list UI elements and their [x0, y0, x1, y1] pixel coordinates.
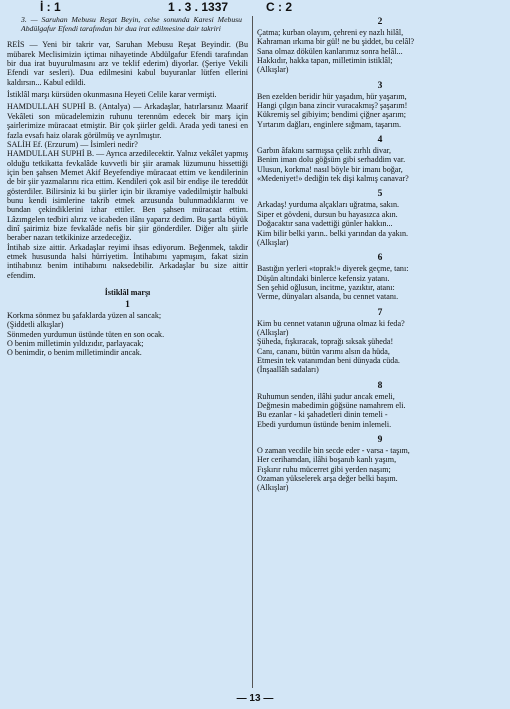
- stanza-1: [7, 311, 248, 358]
- page-number: — 13 —: [236, 693, 274, 704]
- stanza-2: [257, 28, 503, 75]
- verse-line: Siper et gövdeni, dursun bu hayasızca akın.: [257, 209, 398, 219]
- verse-line: Kim bilir belki yarın.. belki yarından da yakın.: [257, 228, 409, 238]
- paragraph-hamdullah-2: HAMDULLAH SUPHİ B. — Ayrıca arzedilecektir. Yalnız vekâlet yapmış olduğu tetkikatta fevkalâde kuvvetli bir şiir aramak lüzumunu hissettiği için ben şahsen Memet Akif Beyefendiye müracaat ettim ve kendilerinin de bir şiir yazmalarını rica ettim. Kendileri çok asil bir endişe ile tereddüt gösterdiler. Bilirsiniz ki bu şiirler için bir ikramiye vadedilmiştir halbuki bunu kendi isimlerine takrib etmek arzusunda bulunmadıklarını ve bundan çekindiklerini izhar ettiler. Ben şahsen müracaat ettim. Lâzımgelen tedbiri alırız ve icabeden ilânı yaparız dedim. Bu şartla büyük dinî şairimiz bize fevkalâde nefis bir şiir gönderdiler. Diğer altı şiirle beraber nazarı tetkikinize arzedeceğiz.: [7, 149, 248, 243]
- verse-line: Ruhumun senden, ilâhi şudur ancak emeli,: [257, 391, 395, 401]
- verse-line: Hangi çılgın bana zincir vuracakmış? şaşarım!: [257, 101, 408, 111]
- verse-line: Sönmeden yurdumun üstünde tüten en son ocak.: [7, 329, 165, 339]
- verse-line: Ozaman yükselerek arşa değer belki başım.: [257, 474, 398, 484]
- paragraph-intihab: İntihab size aittir. Arkadaşlar reyimi ihsas ediyorum. Beğenmek, takdir etmek hususunda halsi hürriyetim. İntihabımı yapmışım, fakat sizin intihabınız benim intihabımı naksedebilir. Arkadaşlar bu size aittir efendim.: [7, 242, 248, 280]
- verse-line: Verme, dünyaları alsanda, bu cennet vatanı.: [257, 292, 399, 302]
- paragraph-reis: REİS — Yeni bir takrir var, Saruhan Mebusu Reşat Beyindir. (Bu mübarek Meclisimizin içtimaı nihayetinde Abdülgafur Efendi tarafından bir dua irat buyurulmasını arz ve teklif ederim) diyorlar. (Şeriye Vekili Efendi var sesleri). Dua edilmesini kabul buyuranlar lütfen ellerini kaldırsın... Kabul edildi.: [7, 40, 248, 87]
- stanza-7: [257, 319, 503, 375]
- verse-line: Arkadaş! yurduma alçakları uğratma, sakın.: [257, 200, 400, 210]
- verse-line: Bu ezanlar - ki şahadetleri dinin temeli -: [257, 410, 388, 420]
- page-header: [0, 0, 510, 14]
- verse-line: Benim iman dolu göğsüm gibi serhaddim var.: [257, 155, 406, 165]
- applause-note: (Alkışlar): [257, 483, 289, 493]
- verse-line: Hakkıdır, hakka tapan, milletimin istiklâl;: [257, 56, 393, 66]
- verse-line: Ulusun, korkma! nasıl böyle bir imanı boğar,: [257, 164, 403, 174]
- verse-line: O zaman vecdile bin secde eder - varsa - taşım,: [257, 446, 410, 455]
- stanza-4: [257, 146, 503, 183]
- stanza-3: [257, 92, 503, 129]
- stanza-number: 1: [125, 300, 130, 310]
- verse-line: Çatma; kurban olayım, çehreni ey nazlı hilâl,: [257, 28, 404, 37]
- verse-line: O benim milletimin yıldızıdır, parlayacak;: [7, 339, 144, 349]
- verse-line: Kahraman ırkıma bir gül! ne bu şiddet, bu celâl?: [257, 37, 415, 47]
- verse-line: Bastığın yerleri «toprak!» diyerek geçme, tanı:: [257, 264, 409, 274]
- verse-line: Sen şehid oğlusun, incitme, yazıktır, atanı:: [257, 282, 395, 292]
- stanza-9: [257, 446, 503, 493]
- verse-line: Korkma sönmez bu şafaklarda yüzen al sancak;: [7, 311, 162, 320]
- stanza-number: 6: [377, 253, 383, 264]
- verse-line: Doğacaktır sana vadettiği günler hakkın...: [257, 219, 393, 229]
- stanza-number: 5: [377, 189, 383, 200]
- paragraph-salih: SALİH Ef. (Erzurum) — İsimleri nedir?: [7, 139, 138, 149]
- agenda-item-heading: 3. — Saruhan Mebusu Reşat Beyin, celse sonunda Karesi Mebusu Abdülgafur Efendi tarafından bir dua irat edilmesine dair takriri: [21, 15, 242, 34]
- verse-line: Sana olmaz dökülen kanlarımız sonra helâl...: [257, 46, 403, 56]
- verse-line: Şüheda, fışkıracak, toprağı sıksak şüheda!: [257, 337, 394, 347]
- stanza-number: 9: [377, 435, 383, 445]
- verse-line: Yırtarım dağları, enginlere sığmam, taşarım.: [257, 119, 402, 129]
- verse-line: Düşün altındaki binlerce kefensiz yatanı.: [257, 273, 390, 283]
- session-date: 1 . 3 . 1337: [168, 0, 229, 14]
- verse-line: Canı, cananı, bütün varımı alsın da hüda,: [257, 346, 390, 356]
- verse-line: Fışkırır ruhu mücerret gibi yerden naşım;: [257, 464, 391, 474]
- verse-line: Her cerihamdan, ilâhi boşanıb kanlı yaşım,: [257, 455, 397, 465]
- stanza-number: 3: [377, 80, 383, 91]
- issue-number: C : 2: [266, 0, 293, 14]
- paragraph-hamdullah-1: HAMDULLAH SUPHİ B. (Antalya) — Arkadaşlar, hatırlarsınız Maarif Vekâleti son mücadelemizin ruhunu terennüm edecek bir marş için şairlerimize müracaat etmiştir. Bir çok şiirler geldi. Arada yedi tanesi en fazla evsafı haiz olarak görülmüş ve ayrılmıştır.: [7, 102, 248, 140]
- left-column: [7, 15, 248, 358]
- applause-note: (Şiddetli alkışlar): [7, 320, 64, 330]
- volume-label: İ : 1: [40, 0, 61, 14]
- stanza-6: [257, 264, 503, 301]
- applause-note: (Alkışlar): [257, 237, 289, 247]
- verse-line: Ben ezelden beridir hür yaşadım, hür yaşarım,: [257, 91, 407, 101]
- verse-line: Etmesin tek vatanımdan beni dünyada cüda.: [257, 355, 400, 365]
- stanza-number: 8: [377, 380, 383, 391]
- applause-note: (Alkışlar): [257, 327, 289, 337]
- stanza-8: [257, 392, 503, 429]
- column-divider: [252, 16, 253, 688]
- paragraph-istiklal-decision: İstiklâl marşı kürsüden okunmasına Heyeti Celile karar vermişti.: [7, 90, 217, 100]
- verse-line: Değmesin mabedimin göğsüne namahrem eli.: [257, 400, 406, 410]
- right-column: [257, 15, 503, 493]
- verse-line: Kükremiş sel gibiyim; bendimi çiğner aşarım;: [257, 110, 407, 120]
- verse-line: O benimdir, o benim milletimindir ancak.: [7, 348, 142, 358]
- verse-line: Kim bu cennet vatanın uğruna olmaz ki feda?: [257, 318, 405, 328]
- verse-line: Ebedi yurdumun üstünde benim inlemeli.: [257, 419, 392, 429]
- stanza-5: [257, 200, 503, 247]
- applause-note: (Alkışlar): [257, 65, 289, 75]
- inshallah-note: (İnşaallâh sadaları): [257, 365, 319, 375]
- verse-line: Garbın âfakını sarmışsa çelik zırhlı divar,: [257, 146, 392, 156]
- verse-line: «Medeniyet!» dediğin tek dişi kalmış canavar?: [257, 174, 409, 184]
- stanza-number: 2: [377, 17, 383, 27]
- anthem-title: İstiklâl marşı: [104, 288, 151, 297]
- stanza-number: 7: [377, 307, 383, 318]
- stanza-number: 4: [377, 135, 383, 146]
